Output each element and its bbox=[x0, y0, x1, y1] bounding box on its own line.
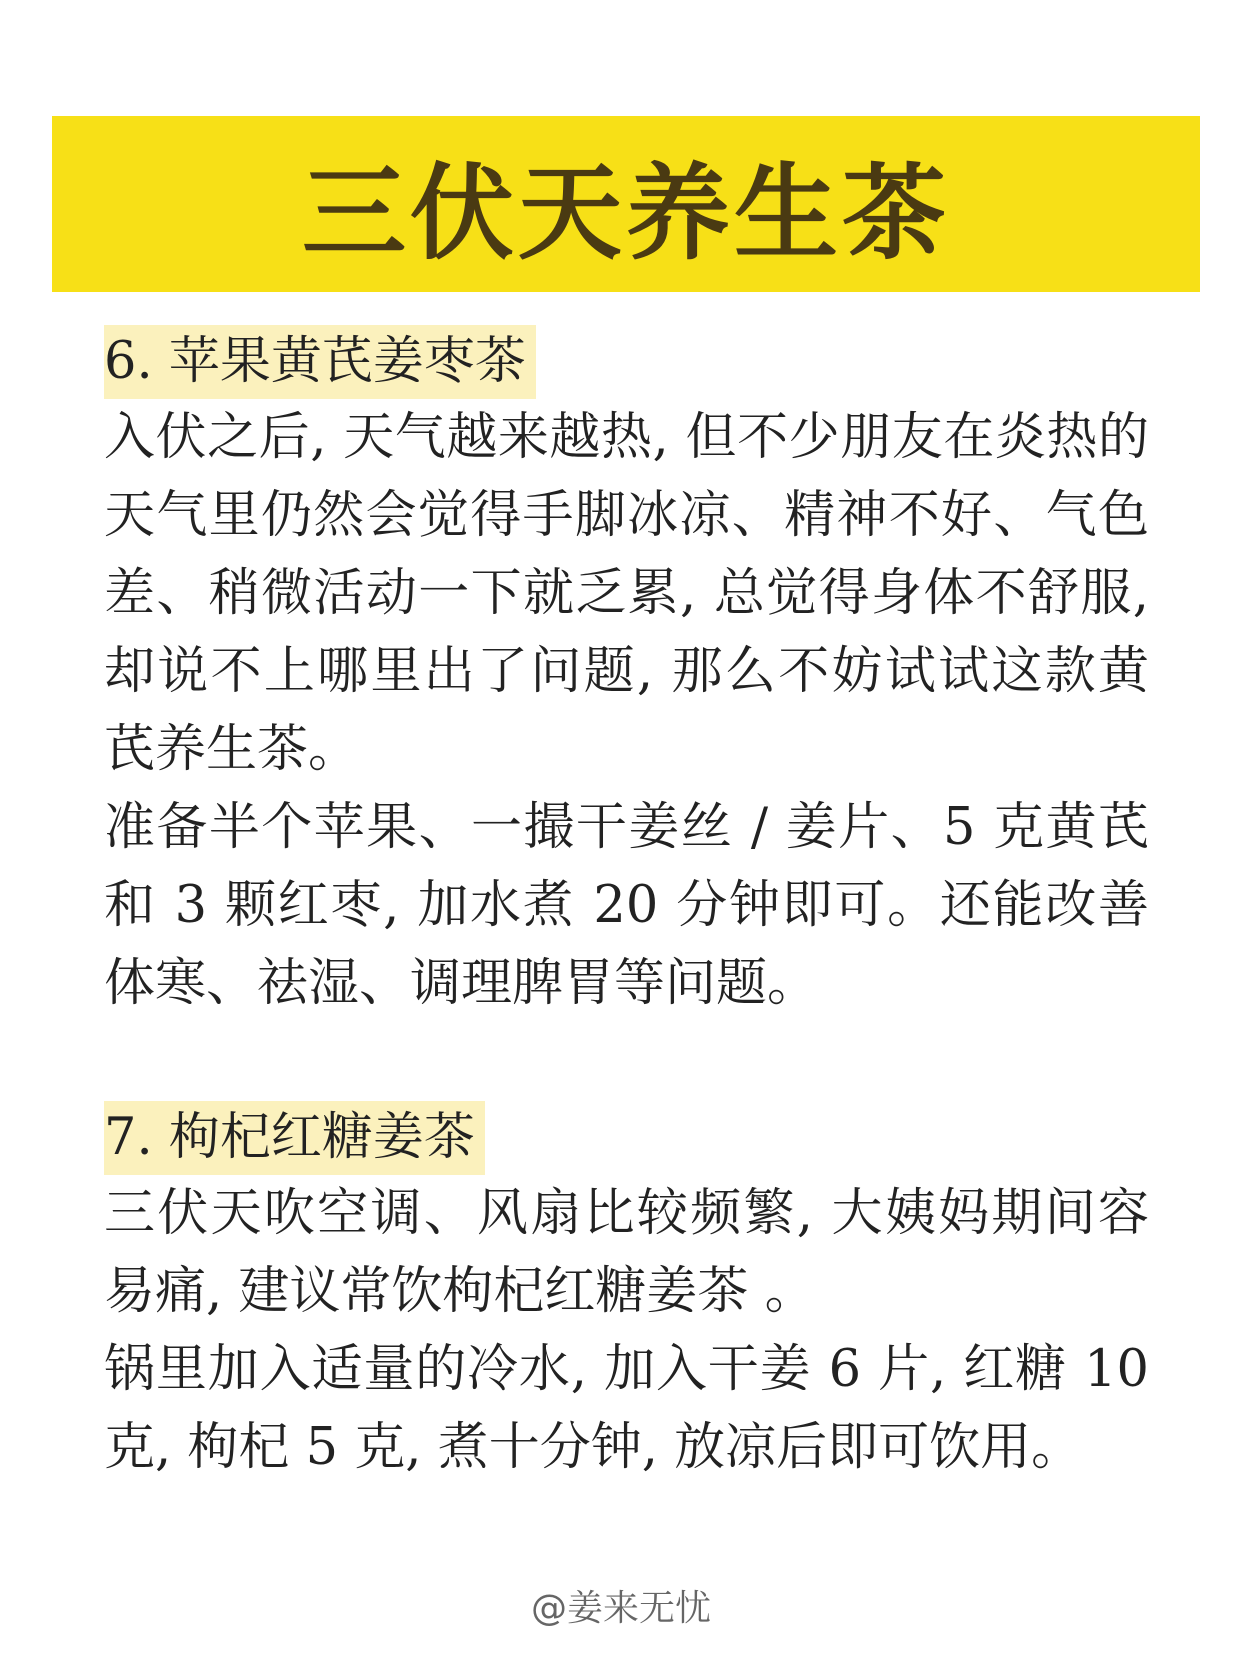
section-6 bbox=[104, 325, 1149, 1023]
section-paragraph: 入伏之后, 天气越来越热, 但不少朋友在炎热的天气里仍然会觉得手脚冰凉、精神不好、气色差、稍微活动一下就乏累, 总觉得身体不舒服, 却说不上哪里出了问题, 那么不妨试试这款黄芪养生茶。 bbox=[104, 408, 1149, 779]
section-paragraph: 准备半个苹果、一撮干姜丝 / 姜片、5 克黄芪和 3 颗红枣, 加水煮 20 分钟即可。还能改善体寒、祛湿、调理脾胃等问题。 bbox=[104, 798, 1149, 1013]
section-paragraph: 三伏天吹空调、风扇比较频繁, 大姨妈期间容易痛, 建议常饮枸杞红糖姜茶 。 bbox=[104, 1184, 1149, 1321]
page-title: 三伏天养生茶 bbox=[301, 152, 950, 274]
section-heading: 7. 枸杞红糖姜茶 bbox=[104, 1101, 485, 1175]
title-banner bbox=[52, 116, 1200, 292]
section-spacer bbox=[104, 1023, 1149, 1101]
section-paragraph: 锅里加入适量的冷水, 加入干姜 6 片, 红糖 10 克, 枸杞 5 克, 煮十分钟, 放凉后即可饮用。 bbox=[104, 1340, 1149, 1477]
section-heading: 6. 苹果黄芪姜枣茶 bbox=[104, 325, 536, 399]
author-watermark: @姜来无忧 bbox=[530, 1588, 711, 1629]
section-7 bbox=[104, 1101, 1149, 1487]
article-body bbox=[104, 325, 1149, 1487]
